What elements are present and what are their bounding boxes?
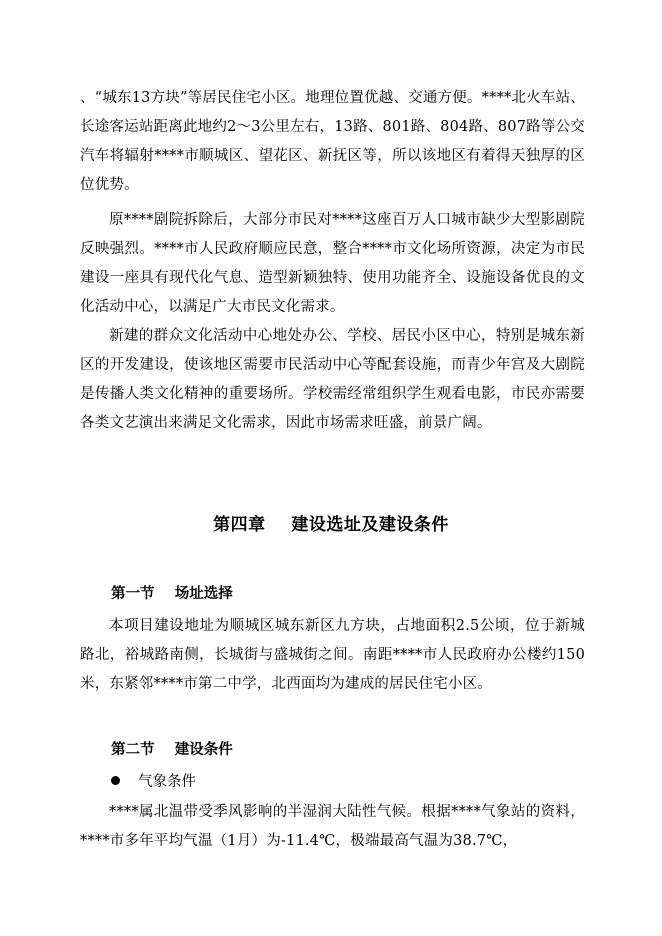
- bullet-item-climate: [111, 770, 196, 791]
- bullet-label: 气象条件: [138, 774, 196, 790]
- chapter-title: 第四章 建设选址及建设条件: [213, 515, 449, 535]
- paragraph-location-advantage: 、“城东13方块”等居民住宅小区。地理位置优越、交通方便。****北火车站、长途客运站距离此地约2～3公里左右，13路、801路、804路、807路等公交汽车将辐射****市顺城区、望花区、新抚区等，所以该地区有着得天独厚的区位优势。: [80, 90, 585, 193]
- paragraph-theater-background: 原****剧院拆除后，大部分市民对****这座百万人口城市缺少大型影剧院反映强烈。****市人民政府顺应民意，整合****市文化场所资源，决定为市民建设一座具有现代化气息、造型新颖独特、使用功能齐全、设施设备优良的文化活动中心，以满足广大市民文化需求。: [80, 212, 585, 315]
- section-title-site-selection: 第一节 场址选择: [111, 586, 233, 602]
- section-title-construction-conditions: 第二节 建设条件: [111, 742, 233, 758]
- paragraph-climate: ****属北温带受季风影响的半湿润大陆性气候。根据****气象站的资料，****市多年平均气温（1月）为-11.4℃，极端最高气温为38.7℃，: [80, 804, 585, 849]
- paragraph-site-selection: 本项目建设地址为顺城区城东新区九方块，占地面积2.5公顷，位于新城路北，裕城路南侧，长城街与盛城街之间。南距****市人民政府办公楼约150米，东紧邻****市第二中学，北西面均为建成的居民住宅小区。: [80, 618, 585, 692]
- paragraph-market-demand: 新建的群众文化活动中心地处办公、学校、居民小区中心，特别是城东新区的开发建设，使该地区需要市民活动中心等配套设施，而青少年宫及大剧院是传播人类文化精神的重要场所。学校需经常组织学生观看电影，市民亦需要各类文艺演出来满足文化需求，因此市场需求旺盛，前景广阔。: [80, 328, 585, 431]
- bullet-dot-icon: [111, 776, 120, 785]
